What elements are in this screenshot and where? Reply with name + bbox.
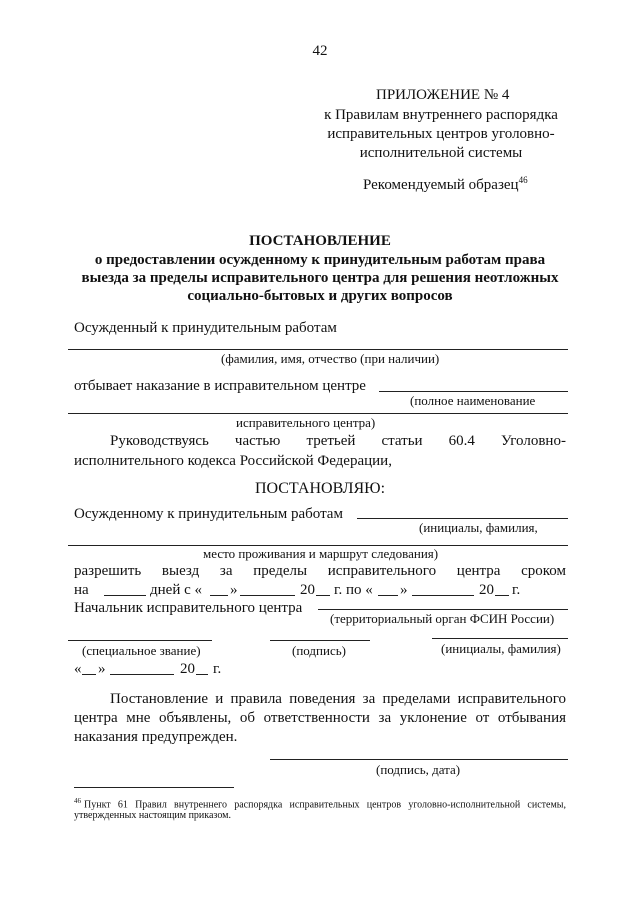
center-caption: исправительного центра) bbox=[236, 415, 376, 430]
document-title: ПОСТАНОВЛЕНИЕ bbox=[249, 233, 391, 249]
head-initials-caption: (инициалы, фамилия) bbox=[441, 641, 561, 656]
footnote-line-2: утвержденных настоящим приказом. bbox=[74, 810, 231, 821]
document-subtitle-1: о предоставлении осужденному к принудительным работам права bbox=[94, 252, 546, 268]
guided-line-1: Руководствуясь частью третьей статьи 60.4 Уголовно- bbox=[110, 433, 566, 449]
days-count-line bbox=[104, 595, 146, 596]
to-quote-close: » bbox=[400, 582, 408, 598]
to-day-line bbox=[378, 595, 398, 596]
to-year-line bbox=[495, 595, 509, 596]
guided-line-2: исполнительного кодекса Российской Федерации, bbox=[74, 453, 392, 469]
to-year-end: г. bbox=[512, 582, 521, 598]
full-name-caption: (полное наименование bbox=[410, 393, 536, 408]
convict-label: Осужденный к принудительным работам bbox=[74, 320, 337, 336]
recommended-sample: Рекомендуемый образец$^{46}$ bbox=[363, 175, 528, 193]
appendix-title: ПРИЛОЖЕНИЕ № 4 bbox=[376, 87, 510, 103]
head-initials-line bbox=[432, 638, 568, 639]
appendix-line-3: исполнительной системы bbox=[359, 145, 523, 161]
from-month-line bbox=[240, 595, 295, 596]
appendix-line-1: к Правилам внутреннего распорядка bbox=[324, 107, 558, 123]
days-na: на bbox=[74, 582, 89, 598]
from-quote-close: » bbox=[230, 582, 238, 598]
footnote-separator bbox=[74, 787, 234, 788]
from-year-prefix: 20 bbox=[300, 582, 315, 598]
document-subtitle-3: социально-бытовых и других вопросов bbox=[187, 288, 453, 304]
footnote-line-1: $^{46}$ Пункт 61 Правил внутреннего распорядка исправительных центров уголовно-исполнительной системы, bbox=[74, 797, 566, 811]
footnote-ref: 46 bbox=[518, 175, 528, 185]
decree-heading: ПОСТАНОВЛЯЮ: bbox=[254, 480, 386, 497]
date-close: » bbox=[98, 661, 106, 677]
rank-caption: (специальное звание) bbox=[82, 643, 201, 658]
announce-line-3: наказания предупрежден. bbox=[74, 729, 238, 745]
announce-line-1: Постановление и правила поведения за пределами исправительного bbox=[110, 691, 566, 707]
sign-date-caption: (подпись, дата) bbox=[376, 762, 461, 777]
permit-line: разрешить выезд за пределы исправительного центра сроком bbox=[74, 563, 566, 579]
serves-label: отбывает наказание в исправительном центре bbox=[74, 378, 366, 394]
date-day-line bbox=[82, 674, 96, 675]
from-year-line bbox=[316, 595, 330, 596]
residence-caption: место проживания и маршрут следования) bbox=[203, 546, 439, 561]
initials-line bbox=[357, 518, 568, 519]
center-name-line-2 bbox=[68, 413, 568, 414]
territorial-caption: (территориальный орган ФСИН России) bbox=[330, 611, 555, 626]
date-month-line bbox=[110, 674, 174, 675]
appendix-line-2: исправительных центров уголовно- bbox=[327, 126, 555, 142]
announce-line-2: центра мне объявлены, об ответственности за уклонение от отбывания bbox=[74, 710, 566, 726]
sign-date-line bbox=[270, 759, 568, 760]
rank-line bbox=[68, 640, 212, 641]
date-open: « bbox=[74, 661, 82, 677]
to-year-prefix: 20 bbox=[479, 582, 494, 598]
page-number: 42 bbox=[312, 43, 328, 59]
document-subtitle-2: выезда за пределы исправительного центра для решения неотложных bbox=[81, 270, 559, 286]
to-month-line bbox=[412, 595, 474, 596]
fio-line bbox=[68, 349, 568, 350]
date-year-line bbox=[196, 674, 208, 675]
convict-label-2: Осужденному к принудительным работам bbox=[74, 506, 343, 522]
date-year-end: г. bbox=[213, 661, 222, 677]
center-name-line bbox=[379, 391, 568, 392]
territorial-line bbox=[318, 609, 568, 610]
initials-caption: (инициалы, фамилия, bbox=[419, 520, 538, 535]
signature-caption: (подпись) bbox=[292, 643, 346, 658]
from-day-line bbox=[210, 595, 228, 596]
signature-line bbox=[270, 640, 370, 641]
to-label: г. по « bbox=[334, 582, 373, 598]
head-label: Начальник исправительного центра bbox=[74, 600, 303, 616]
fio-caption: (фамилия, имя, отчество (при наличии) bbox=[221, 351, 440, 366]
days-from: дней с « bbox=[150, 582, 203, 598]
date-year-prefix: 20 bbox=[180, 661, 195, 677]
footnote-mark: 46 bbox=[74, 797, 81, 805]
